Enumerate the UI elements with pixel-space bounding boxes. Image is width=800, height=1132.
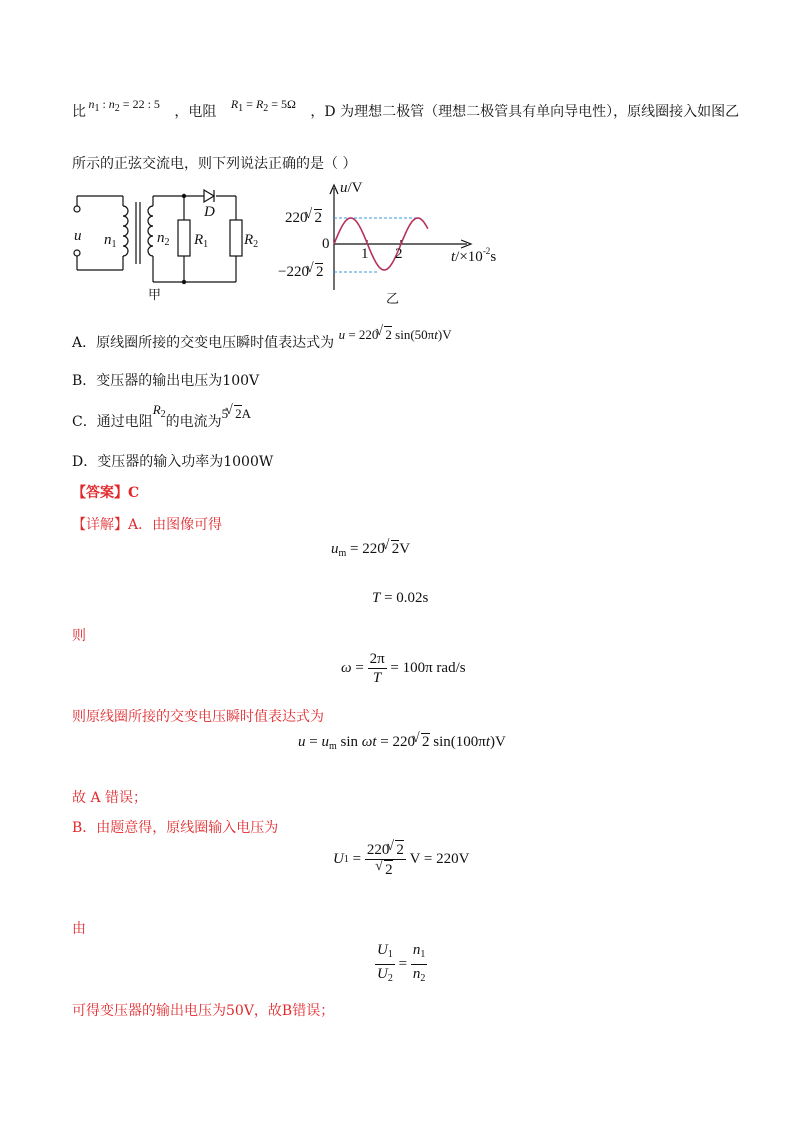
then-label: 则 xyxy=(72,628,86,644)
option-c: C．通过电阻$R_2$的电流为5√ 2A xyxy=(72,411,251,432)
option-d: D．变压器的输入功率为1000W xyxy=(72,454,274,470)
eq-U1: U 1 = 220√ 2 √ 2 V = 220V xyxy=(333,840,469,879)
label-r1: $R_1$ xyxy=(194,232,209,250)
by-label: 由 xyxy=(72,921,86,937)
label-diode: D xyxy=(204,204,215,220)
a-wrong: 故 A 错误； xyxy=(72,790,148,806)
question-line-1 xyxy=(72,97,740,122)
y-axis-label: u/V xyxy=(340,180,363,196)
turns-ratio: $n_1$ : $n_2 = 22$ : 5 xyxy=(88,97,160,114)
eq-ratio: $\frac{U_1}{U_2}$ = $\frac{n_1}{n_2}$ xyxy=(377,942,426,984)
label-u: u xyxy=(74,228,82,244)
tick-1: 1 xyxy=(361,246,369,262)
b-conclusion: 可得变压器的输出电压为50V，故B错误； xyxy=(72,1003,335,1019)
answer-label: 【答案】C xyxy=(72,485,140,501)
eq-T: T = 0.02s xyxy=(372,590,429,606)
stem-suffix: ，D 为理想二极管（理想二极管具有单向导电性），原线圈接入如图乙 xyxy=(310,104,740,120)
option-b: B．变压器的输出电压为100V xyxy=(72,373,260,389)
guide-lines xyxy=(334,218,417,272)
stem-prefix: 比 xyxy=(72,104,86,120)
x-axis-label: $t/\times 10^{-2}s$ xyxy=(451,246,497,265)
voltage-graph xyxy=(275,180,525,305)
resistance-formula: $R_1 = R_2 = 5\Omega$ xyxy=(230,97,296,114)
detail-label: 【详解】A．由图像可得 xyxy=(72,517,223,533)
option-a: A．原线圈所接的交变电压瞬时值表达式为 u = 220√ 2 sin(50πt)V xyxy=(72,332,452,352)
eq-um: $u_m = 220√$ 2V xyxy=(331,540,410,559)
y-zero-label: 0 xyxy=(322,236,330,252)
option-a-formula: u = 220√ 2 sin(50πt)V xyxy=(339,327,452,342)
tick-2: 2 xyxy=(395,246,403,262)
option-c-r2: $R_2$ xyxy=(152,402,166,420)
eq-u: $u = u_m$ sin ωt = 220√ 2 sin(100πt)V xyxy=(298,733,506,752)
b-line: B．由题意得，原线圈输入电压为 xyxy=(72,820,279,836)
question-line-2: 所示的正弦交流电，则下列说法正确的是（ ） xyxy=(72,156,357,172)
label-r2: $R_2$ xyxy=(244,232,259,250)
stem-mid: ，电阻 xyxy=(174,104,217,120)
caption-jia: 甲 xyxy=(148,288,162,303)
eq-omega: ω = $\frac{2\pi}{T}$ = 100π rad/s xyxy=(341,651,466,686)
label-n1: $n_1$ xyxy=(104,232,117,250)
option-c-formula: 5√ 2A xyxy=(222,406,251,421)
label-n2: $n_2$ xyxy=(157,230,170,248)
y-bottom-label: −220√ 2 xyxy=(278,263,323,281)
expr-line: 则原线圈所接的交变电压瞬时值表达式为 xyxy=(72,709,324,725)
caption-yi: 乙 xyxy=(386,292,400,307)
y-top-label: 220√ 2 xyxy=(285,209,322,227)
